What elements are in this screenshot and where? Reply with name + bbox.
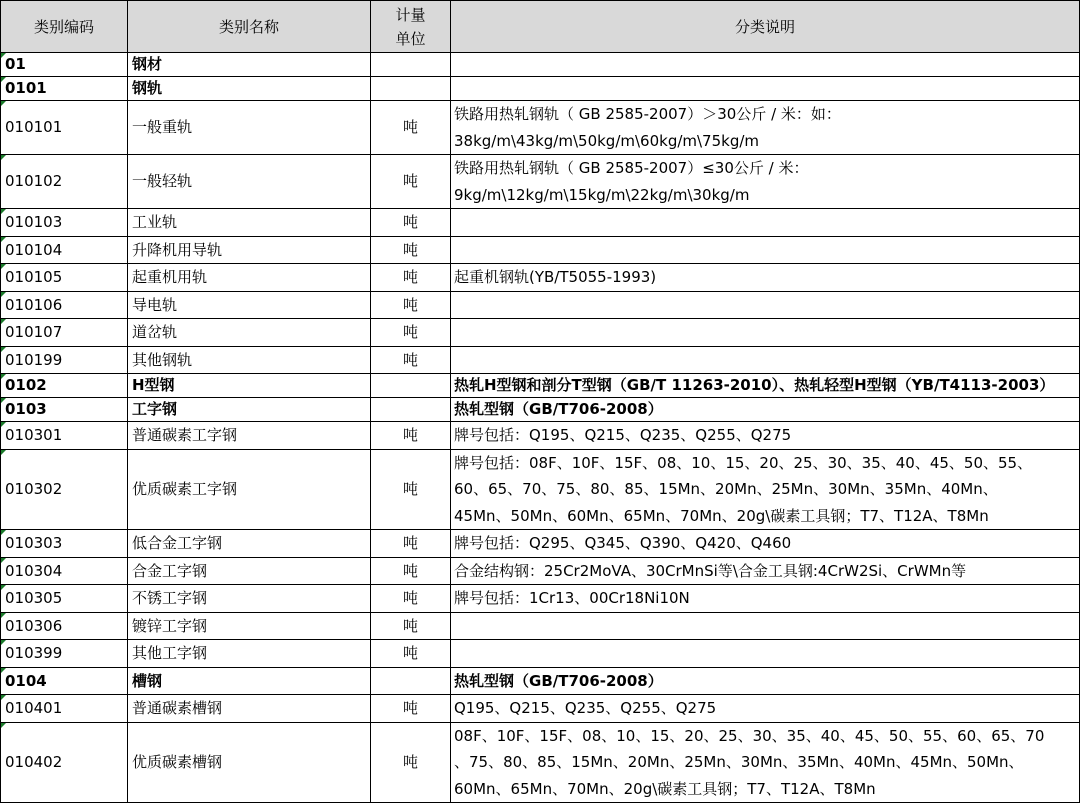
cell-desc-line: 铁路用热轧钢轨（ GB 2585-2007）≤30公斤 / 米： [454,159,809,177]
comment-marker-icon [1,319,6,324]
cell-name[interactable]: 优质碳素槽钢 [128,722,371,803]
cell-unit[interactable]: 吨 [371,346,451,374]
cell-code[interactable] [1,53,128,77]
comment-marker-icon [1,155,6,160]
cell-desc-line: 9kg/m\12kg/m\15kg/m\22kg/m\30kg/m [454,185,750,204]
header-unit-line1: 计量 [395,5,426,24]
table-row [1,53,1080,77]
cell-code-text: 010302 [5,480,63,498]
cell-desc[interactable] [451,101,1080,155]
cell-code-text: 010107 [5,323,63,341]
comment-marker-icon [1,53,6,58]
cell-name[interactable]: 合金工字钢 [128,557,371,585]
table-row [1,722,1080,803]
comment-marker-icon [1,347,6,352]
cell-name[interactable]: 起重机用轨 [128,264,371,292]
cell-desc[interactable] [451,557,1080,585]
cell-code-text: 01 [5,55,26,73]
cell-code-text: 0101 [5,79,47,97]
cell-desc-line: 08F、10F、15F、08、10、15、20、25、30、35、40、45、50、55、60、65、70 [454,726,1045,745]
table-row [1,264,1080,292]
cell-desc[interactable] [451,640,1080,668]
cell-name[interactable]: 其他钢轨 [128,346,371,374]
cell-desc-line: 铁路用热轧钢轨（ GB 2585-2007）＞30公斤 / 米：如： [454,105,841,123]
table-row [1,612,1080,640]
cell-code-text: 010103 [5,213,63,231]
cell-desc-line: 牌号包括：1Cr13、00Cr18Ni10N [454,589,690,607]
comment-marker-icon [1,77,6,82]
comment-marker-icon [1,422,6,427]
cell-unit[interactable]: 吨 [371,209,451,237]
cell-code-text: 010301 [5,426,63,444]
cell-name[interactable]: 工字钢 [128,398,371,422]
comment-marker-icon [1,530,6,535]
table-row [1,640,1080,668]
cell-desc-line: 牌号包括：Q195、Q215、Q235、Q255、Q275 [454,426,792,444]
cell-desc[interactable] [451,530,1080,558]
cell-desc-line: 牌号包括：Q295、Q345、Q390、Q420、Q460 [454,534,792,552]
cell-name[interactable]: H型钢 [128,374,371,398]
cell-name[interactable]: 槽钢 [128,667,371,695]
header-unit[interactable] [371,1,451,53]
comment-marker-icon [1,101,6,106]
table-row [1,209,1080,237]
comment-marker-icon [1,292,6,297]
cell-desc-line: 起重机钢轨(YB/T5055-1993) [454,268,657,286]
cell-desc[interactable] [451,422,1080,450]
cell-name[interactable]: 低合金工字钢 [128,530,371,558]
cell-name[interactable]: 导电轨 [128,291,371,319]
cell-unit[interactable] [371,667,451,695]
cell-name[interactable]: 其他工字钢 [128,640,371,668]
header-code[interactable]: 类别编码 [1,1,128,53]
cell-desc[interactable] [451,585,1080,613]
table-row [1,398,1080,422]
cell-desc[interactable] [451,612,1080,640]
cell-code[interactable] [1,319,128,347]
comment-marker-icon [1,264,6,269]
table-row [1,449,1080,530]
cell-name[interactable]: 钢轨 [128,77,371,101]
cell-name[interactable]: 钢材 [128,53,371,77]
cell-code-text: 0103 [5,400,47,418]
cell-code-text: 010102 [5,172,63,191]
cell-unit[interactable]: 吨 [371,236,451,264]
cell-name[interactable]: 升降机用导轨 [128,236,371,264]
cell-desc-line: 、75、80、85、15Mn、20Mn、25Mn、30Mn、35Mn、40Mn、45Mn、50Mn、 [454,753,1024,771]
cell-unit[interactable]: 吨 [371,585,451,613]
cell-desc[interactable] [451,319,1080,347]
cell-unit[interactable] [371,53,451,77]
cell-code[interactable] [1,695,128,723]
cell-code[interactable] [1,236,128,264]
cell-name[interactable]: 道岔轨 [128,319,371,347]
cell-unit[interactable]: 吨 [371,101,451,155]
cell-unit[interactable]: 吨 [371,722,451,803]
table-header-row [1,1,1080,53]
cell-code[interactable] [1,155,128,209]
cell-unit[interactable]: 吨 [371,612,451,640]
cell-code[interactable] [1,398,128,422]
cell-code-text: 010399 [5,644,63,662]
cell-desc[interactable] [451,695,1080,723]
cell-desc[interactable] [451,346,1080,374]
table-body [1,53,1080,803]
cell-unit[interactable]: 吨 [371,530,451,558]
header-desc[interactable]: 分类说明 [451,1,1080,53]
cell-code[interactable] [1,667,128,695]
cell-desc-line: 38kg/m\43kg/m\50kg/m\60kg/m\75kg/m [454,131,760,150]
cell-code[interactable] [1,374,128,398]
cell-code[interactable] [1,209,128,237]
table-row [1,422,1080,450]
table-row [1,236,1080,264]
cell-desc[interactable] [451,209,1080,237]
cell-code-text: 010105 [5,268,63,286]
comment-marker-icon [1,723,6,728]
cell-desc-line: 45Mn、50Mn、60Mn、65Mn、70Mn、20g\碳素工具钢；T7、T12A、T8Mn [454,506,989,525]
cell-code-text: 010305 [5,589,63,607]
cell-code[interactable] [1,291,128,319]
comment-marker-icon [1,209,6,214]
table-row [1,291,1080,319]
comment-marker-icon [1,613,6,618]
cell-unit[interactable]: 吨 [371,264,451,292]
cell-desc-line: 60Mn、65Mn、70Mn、20g\碳素工具钢；T7、T12A、T8Mn [454,779,876,798]
cell-unit[interactable]: 吨 [371,155,451,209]
comment-marker-icon [1,640,6,645]
cell-name[interactable]: 镀锌工字钢 [128,612,371,640]
cell-code-text: 010401 [5,699,63,717]
cell-desc-line: 热轧型钢（GB/T706-2008） [454,400,663,418]
cell-name[interactable]: 优质碳素工字钢 [128,449,371,530]
comment-marker-icon [1,558,6,563]
cell-name[interactable]: 一般重轨 [128,101,371,155]
table-row [1,101,1080,155]
cell-code-text: 010306 [5,616,63,635]
cell-desc-line: Q195、Q215、Q235、Q255、Q275 [454,699,717,717]
cell-name[interactable]: 一般轻轨 [128,155,371,209]
cell-unit[interactable] [371,374,451,398]
comment-marker-icon [1,237,6,242]
cell-code[interactable] [1,557,128,585]
cell-desc[interactable] [451,291,1080,319]
cell-code[interactable] [1,585,128,613]
cell-desc[interactable] [451,264,1080,292]
table-row [1,77,1080,101]
comment-marker-icon [1,668,6,673]
header-name[interactable]: 类别名称 [128,1,371,53]
cell-unit[interactable] [371,77,451,101]
cell-desc[interactable] [451,53,1080,77]
cell-name[interactable]: 工业轨 [128,209,371,237]
cell-code[interactable] [1,640,128,668]
comment-marker-icon [1,450,6,455]
cell-desc[interactable] [451,722,1080,803]
cell-code[interactable] [1,612,128,640]
cell-desc-line: 合金结构钢：25Cr2MoVA、30CrMnSi等\合金工具钢:4CrW2Si、CrWMn等 [454,561,967,580]
cell-name[interactable]: 普通碳素工字钢 [128,422,371,450]
comment-marker-icon [1,585,6,590]
cell-desc[interactable] [451,236,1080,264]
table-row [1,346,1080,374]
cell-unit[interactable]: 吨 [371,557,451,585]
cell-desc[interactable] [451,667,1080,695]
cell-unit[interactable]: 吨 [371,422,451,450]
cell-code[interactable] [1,264,128,292]
cell-code[interactable] [1,422,128,450]
table-row [1,319,1080,347]
table-row [1,695,1080,723]
cell-code-text: 010402 [5,753,63,771]
cell-code-text: 010101 [5,118,63,137]
cell-code-text: 0102 [5,376,47,394]
cell-code-text: 010104 [5,240,63,259]
cell-code[interactable] [1,449,128,530]
cell-code-text: 010303 [5,534,63,552]
table-row [1,667,1080,695]
cell-code-text: 010199 [5,350,63,369]
cell-desc[interactable] [451,398,1080,422]
table-row [1,557,1080,585]
cell-desc-line: 60、65、70、75、80、85、15Mn、20Mn、25Mn、30Mn、35Mn、40Mn、 [454,480,998,498]
cell-unit[interactable]: 吨 [371,640,451,668]
table-row [1,530,1080,558]
cell-code[interactable] [1,346,128,374]
cell-unit[interactable]: 吨 [371,291,451,319]
comment-marker-icon [1,374,6,379]
cell-unit[interactable]: 吨 [371,449,451,530]
cell-desc-line: 热轧型钢（GB/T706-2008） [454,671,663,690]
cell-unit[interactable]: 吨 [371,695,451,723]
cell-code[interactable] [1,77,128,101]
table-row [1,374,1080,398]
cell-code[interactable] [1,101,128,155]
table-row [1,155,1080,209]
cell-desc[interactable] [451,77,1080,101]
cell-unit[interactable] [371,398,451,422]
cell-name[interactable]: 不锈工字钢 [128,585,371,613]
comment-marker-icon [1,398,6,403]
cell-code-text: 010106 [5,295,63,314]
cell-desc[interactable] [451,155,1080,209]
header-unit-line2: 单位 [395,29,426,48]
cell-desc[interactable] [451,449,1080,530]
cell-code-text: 0104 [5,671,47,690]
cell-code-text: 010304 [5,561,63,580]
cell-desc-line: 牌号包括：08F、10F、15F、08、10、15、20、25、30、35、40、45、50、55、 [454,453,1033,472]
comment-marker-icon [1,695,6,700]
cell-code[interactable] [1,722,128,803]
cell-desc[interactable] [451,374,1080,398]
cell-code[interactable] [1,530,128,558]
cell-desc-line: 热轧H型钢和剖分T型钢（GB/T 11263-2010）、热轧轻型H型钢（YB/T4113-2003） [454,376,1055,394]
cell-unit[interactable]: 吨 [371,319,451,347]
cell-name[interactable]: 普通碳素槽钢 [128,695,371,723]
table-row [1,585,1080,613]
